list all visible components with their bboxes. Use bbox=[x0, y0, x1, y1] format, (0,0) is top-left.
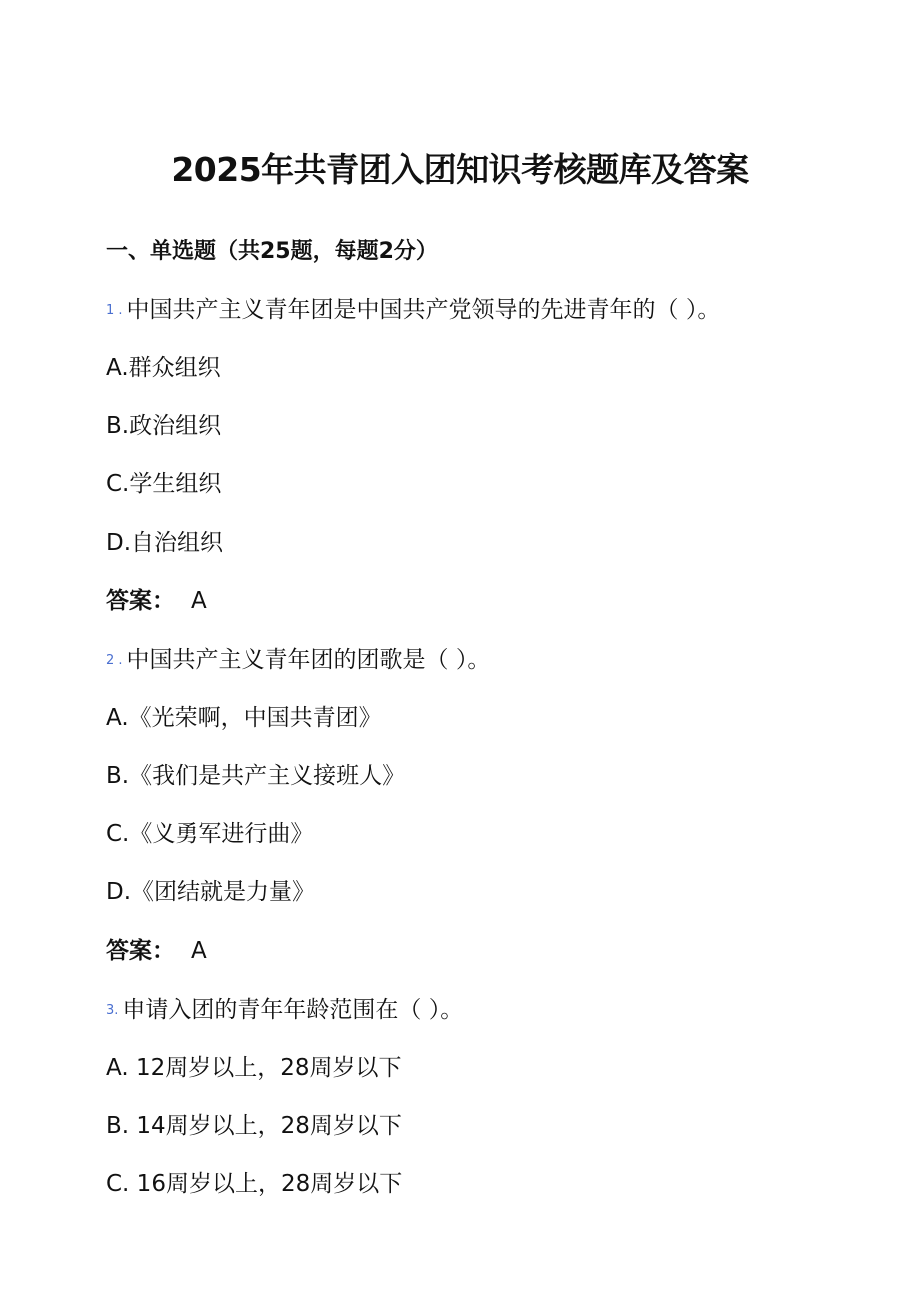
option-a: A. 12周岁以上，28周岁以下 bbox=[106, 1055, 402, 1081]
document-title: 2025年共青团入团知识考核题库及答案 bbox=[171, 150, 749, 189]
question-text: 中国共产主义青年团是中国共产党领导的先进青年的（ ）。 bbox=[126, 297, 721, 323]
option-b: B.政治组织 bbox=[106, 413, 222, 439]
answer-2 bbox=[106, 935, 207, 967]
option-a: A.《光荣啊，中国共青团》 bbox=[106, 705, 382, 731]
question-2 bbox=[106, 644, 490, 677]
option-c: C.学生组织 bbox=[106, 471, 222, 497]
answer-1 bbox=[106, 585, 207, 617]
question-number: 2 . bbox=[106, 653, 123, 668]
option-a: A.群众组织 bbox=[106, 355, 221, 381]
question-3 bbox=[106, 994, 463, 1027]
answer-value: A bbox=[191, 938, 207, 964]
question-1 bbox=[106, 294, 720, 327]
option-d: D.自治组织 bbox=[106, 530, 224, 556]
answer-label: 答案： bbox=[106, 588, 175, 614]
option-c: C. 16周岁以上，28周岁以下 bbox=[106, 1171, 403, 1197]
question-text: 申请入团的青年年龄范围在（ ）。 bbox=[122, 997, 464, 1023]
option-d: D.《团结就是力量》 bbox=[106, 879, 316, 905]
option-b: B. 14周岁以上，28周岁以下 bbox=[106, 1113, 402, 1139]
question-number: 3. bbox=[106, 1003, 119, 1018]
section-heading: 一、单选题（共25题，每题2分） bbox=[106, 239, 438, 264]
answer-value: A bbox=[191, 588, 207, 614]
option-c: C.《义勇军进行曲》 bbox=[106, 821, 314, 847]
answer-label: 答案： bbox=[106, 938, 175, 964]
option-b: B.《我们是共产主义接班人》 bbox=[106, 763, 406, 789]
question-number: 1 . bbox=[106, 303, 123, 318]
question-text: 中国共产主义青年团的团歌是（ ）。 bbox=[126, 647, 491, 673]
